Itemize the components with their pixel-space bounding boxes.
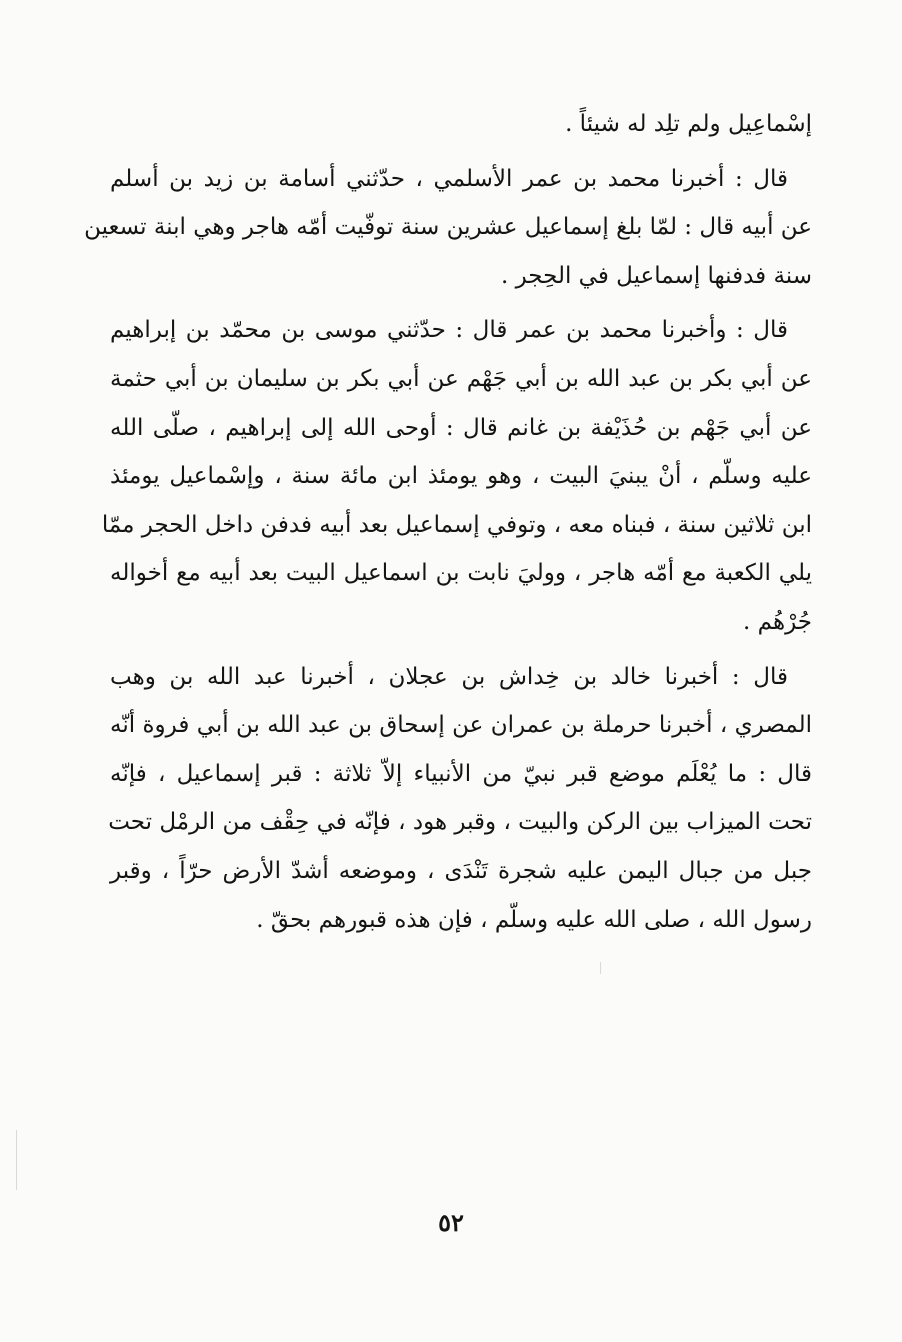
text-line: رسول الله ، صلى الله عليه وسلّم ، فإن هذه قبورهم بحقّ . (256, 906, 812, 933)
text-line: قال : وأخبرنا محمد بن عمر قال : حدّثني موسى بن محمّد بن إبراهيم (110, 317, 788, 344)
scan-artifact (16, 1130, 17, 1190)
paragraph (84, 155, 812, 301)
paragraph (101, 306, 812, 646)
text-line: عليه وسلّم ، أنْ يبنيَ البيت ، وهو يومئذ ابن مائة سنة ، وإسْماعيل يومئذ (110, 463, 812, 490)
text-line: المصري ، أخبرنا حرملة بن عمران عن إسحاق بن عبد الله بن أبي فروة أنّه (110, 712, 812, 739)
page-text (84, 100, 812, 944)
text-line: عن أبيه قال : لمّا بلغ إسماعيل عشرين سنة توفّيت أمّه هاجر وهي ابنة تسعين (84, 214, 812, 241)
text-line: عن أبي بكر بن عبد الله بن أبي جَهْم عن أبي بكر بن سليمان بن أبي حثمة (110, 365, 812, 392)
text-line: جبل من جبال اليمن عليه شجرة تَنْدَى ، وموضعه أشدّ الأرض حرّاً ، وقبر (110, 857, 812, 884)
text-line: سنة فدفنها إسماعيل في الحِجر . (500, 262, 812, 289)
text-line: يلي الكعبة مع أمّه هاجر ، ووليَ نابت بن اسماعيل البيت بعد أبيه مع أخواله (110, 560, 812, 587)
text-line: قال : ما يُعْلَم موضع قبر نبيّ من الأنبياء إلاّ ثلاثة : قبر إسماعيل ، فإنّه (110, 760, 812, 787)
text-line: ابن ثلاثين سنة ، فبناه معه ، وتوفي إسماعيل بعد أبيه فدفن داخل الحجر ممّا (101, 511, 812, 538)
page-number: ٥٢ (438, 1208, 464, 1237)
text-line: قال : أخبرنا خالد بن خِداش بن عجلان ، أخبرنا عبد الله بن وهب (110, 663, 788, 690)
text-line: عن أبي جَهْم بن حُذَيْفة بن غانم قال : أوحى الله إلى إبراهيم ، صلّى الله (110, 414, 812, 441)
text-line: تحت الميزاب بين الركن والبيت ، وقبر هود ، فإنّه في حِقْف من الرمْل تحت (108, 809, 812, 836)
paragraph (110, 100, 812, 149)
paragraph (110, 653, 812, 945)
text-line: قال : أخبرنا محمد بن عمر الأسلمي ، حدّثني أسامة بن زيد بن أسلم (110, 165, 788, 192)
text-line: جُرْهُم . (743, 608, 812, 635)
scan-artifact (600, 962, 601, 974)
text-line: إسْماعِيل ولم تلِد له شيئاً . (565, 111, 812, 137)
